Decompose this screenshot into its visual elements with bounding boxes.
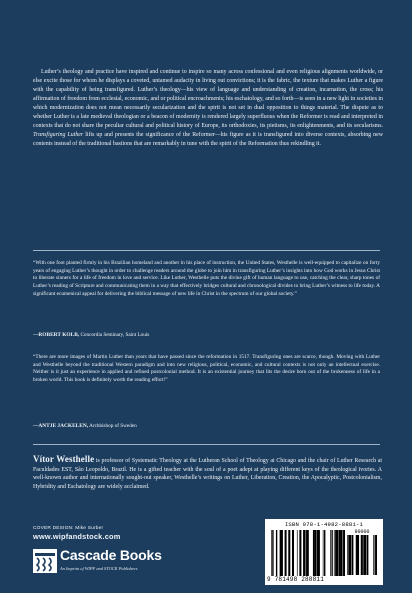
barcode-bar [352,535,353,575]
barcode-bar [323,530,324,576]
barcode-bar [330,530,331,576]
barcode-bar [285,530,287,576]
barcode-bar [272,530,273,576]
barcode-bar [367,535,368,575]
barcode-bar [356,535,357,575]
barcode-bar [376,535,377,575]
author-bio [33,455,382,492]
barcode-bar [317,530,318,576]
endorser-name: —ROBERT KOLB, [33,332,80,338]
barcode-bar [281,530,283,576]
cover-design-credit: COVER DESIGN: Mike Surber [33,526,104,531]
barcode-bar [334,530,335,576]
publisher-logo [33,549,171,575]
barcode-bar [335,530,336,576]
endorsement-quote-jackelen: “There are more images of Martin Luther than years that have passed since the reformation in 1517. Transfiguring ones are scarce, though. Moving with Luther and Westhelle beyond the traditional Western paradigm and into new religious, political, economic, and cultural contexts is not only an intellectual exercise. Neither is it just an experience in applied and refined postcolonial method. It is an existential journey that lits the desire born out of the brokenness of life in a broken world. This book is definitely worth the reading effort!” [33,354,380,384]
barcode-bar [271,530,272,576]
barcode-bar [318,530,320,576]
publisher-name: Cascade Books [60,547,162,563]
barcode-bar [324,530,325,576]
barcode-bar [362,535,363,575]
isbn-number: ISBN 978-1-4982-8881-1 [284,521,364,528]
barcode-bar [363,535,364,575]
divider-top [33,250,380,251]
endorsement-attribution-kolb [33,332,380,339]
barcode-addon-digits: 90000 [354,529,370,535]
endorser-name: —ANTJE JACKELEN, [33,423,89,429]
author-name: Vítor Westhelle [33,454,95,464]
isbn-barcode [265,519,383,585]
description-text-end: lifts up and presents the significance of the Reformer—his figure as it is transfigured into diverse contexts, absorbing new contents instead of the traditional bastions that are remarkably in tune with the spirit of the Reformation thus rekindling it. [33,132,383,148]
barcode-bar [299,530,301,576]
barcode-bar [306,530,307,576]
barcode-bar [307,530,309,576]
barcode-bar [341,530,342,576]
barcode-bar [315,530,316,576]
barcode-bar [313,530,314,576]
barcode-bar [331,530,332,576]
description-title-emphasis: Transfiguring Luther [33,132,84,139]
barcode-bar [292,530,294,576]
barcode-digits: 9 781498 288811 [267,576,325,583]
barcode-bar [280,530,281,576]
barcode-bar [338,530,339,576]
cascade-waterfall-icon [33,549,57,573]
author-bio-text: is professor of Systematic Theology at the Lutheran School of Theology at Chicago and the chair of Luther Research at Faculdades EST, São Leopoldo, Brazil. He is a gifted teacher with the soul of a poet adept at playing different keys of the theological ivories. A well-known author and internationally sought-out speaker, Westhelle’s writings on Luther, Liberation, Creation, the Apocalyptic, Postcolonialism, Hybridity and Eschatology are widely acclaimed. [33,458,382,491]
credits [33,526,121,542]
barcode-bar [375,535,376,575]
endorser-affiliation: Archbishop of Sweden [88,423,137,429]
barcode-bar [351,535,352,575]
ean-barcode-bars [271,530,345,576]
barcode-bar [297,530,298,576]
barcode-bar [343,530,344,576]
endorsement-attribution-jackelen [33,423,380,430]
barcode-bar [276,530,277,576]
endorser-affiliation: Concordia Seminary, Saint Louis [79,332,150,338]
endorsement-quote-kolb: “With one foot planted firmly in his Brazilian homeland and another in his place of instruction, the United States, Westhelle is well-equipped to capitalize on forty years of engaging Luther’s thought in order to challenge readers around the globe to join him in transfiguring Luther’s insights into how God works in Jesus Christ to liberate sinners for a life of freedom in love and service. Like Luther, Westhelle puts the divine gift of human language to use, catching the clear, sharp tones of Luther’s reading of Scripture and communicating them in a way that effectively bridges cultural and chronological divides to bring Luther’s witness to life today. A significant ecumenical appeal for delivering the biblical message of new life in Christ in the spectrum of our global society.” [33,260,380,297]
barcode-bar [357,535,359,575]
barcode-bar [348,535,349,575]
barcode-bar [344,530,345,576]
description-text: Luther’s theology and practice have inspired and continue to inspire so many across confessional and even religious alignments worldwide, or else excite those for whom he displays a coveted, untamed audacity in living out convictions; it is the fabric, the texture that makes Luther a figure with the capability of being transfigured. Luther’s theology—his view of language and understanding of creation, incarnation, the cross; his affirmation of freedom from ecclesial, economic, and or political encroachments; his eschatology, and so forth—is seen in a new light in societies in which modernization does not mean necessarily secularization and the spirit is not set in dual opposition to things material. The dispute as to whether Luther is a late medieval theologian or a beacon of modernity is rendered largely superfluous when the Reformer is read and interpreted in contexts that do not share the peculiar cultural and political history of Europe, its orthodoxies, its pietisms, its enlightenments, and its secularisms. [33,69,383,130]
barcode-bar [373,535,374,575]
barcode-bar [347,535,348,575]
barcode-bar [366,535,367,575]
barcode-bar [339,530,340,576]
divider-bottom [33,444,380,445]
barcode-bar [288,530,290,576]
book-description [33,68,383,149]
addon-barcode-bars [347,535,377,575]
publisher-tagline: An Imprint of WIPF and STOCK Publishers [60,566,138,571]
barcode-bar [303,530,305,576]
publisher-website[interactable]: www.wipfandstock.com [33,532,121,541]
